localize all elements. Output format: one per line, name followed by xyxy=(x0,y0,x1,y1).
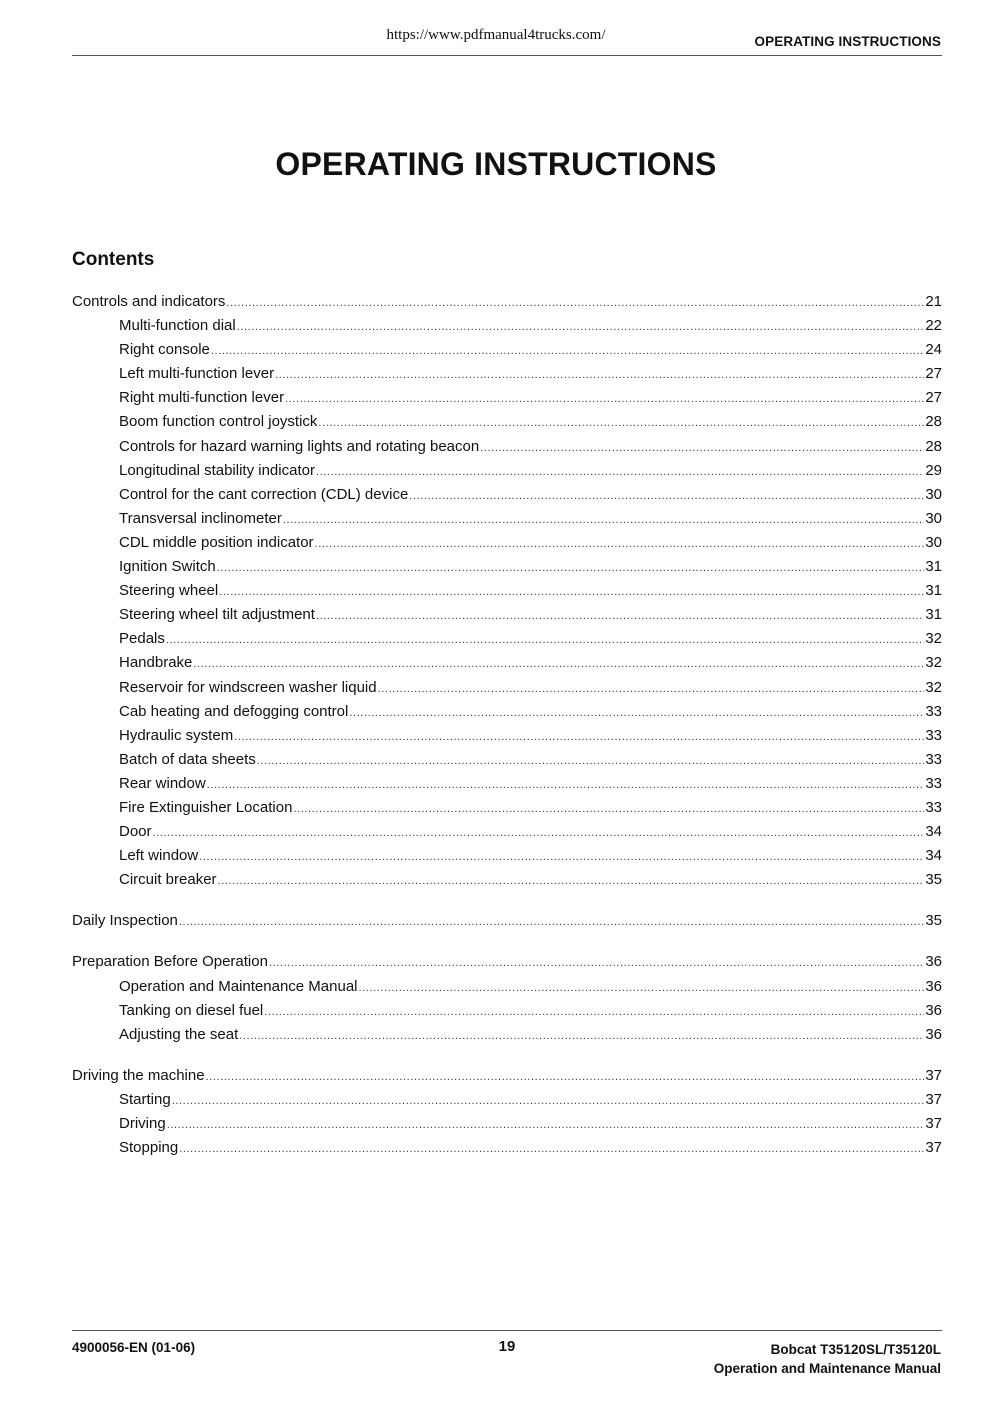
toc-subentry[interactable] xyxy=(72,1114,942,1138)
toc-page-number: 22 xyxy=(925,317,942,335)
contents-heading: Contents xyxy=(72,249,155,270)
dot-leader xyxy=(207,775,925,795)
dot-leader xyxy=(275,365,924,385)
dot-leader xyxy=(239,1026,924,1046)
toc-subentry[interactable] xyxy=(72,316,942,340)
toc-page-number: 27 xyxy=(925,365,942,383)
dot-leader xyxy=(206,1067,925,1087)
toc-page-number: 21 xyxy=(925,293,942,310)
table-of-contents xyxy=(72,292,942,1179)
dot-leader xyxy=(199,847,924,867)
header-url: https://www.pdfmanual4trucks.com/ xyxy=(386,27,606,43)
toc-entry-title: Left multi-function lever xyxy=(119,365,275,383)
toc-entry-title: Rear window xyxy=(119,774,206,792)
toc-subentry[interactable] xyxy=(72,485,942,509)
toc-page-number: 24 xyxy=(925,341,942,359)
toc-entry-title: Control for the cant correction (CDL) device xyxy=(119,485,409,503)
toc-entry-title: Hydraulic system xyxy=(119,726,234,744)
toc-page-number: 33 xyxy=(925,774,942,792)
toc-subentry[interactable] xyxy=(72,412,942,436)
toc-entry-title: Steering wheel xyxy=(119,582,219,600)
dot-leader xyxy=(193,654,924,674)
dot-leader xyxy=(359,978,925,998)
toc-subentry[interactable] xyxy=(72,822,942,846)
toc-page-number: 27 xyxy=(925,389,942,407)
toc-subentry[interactable] xyxy=(72,461,942,485)
dot-leader xyxy=(315,534,925,554)
toc-entry-title: Driving xyxy=(119,1115,166,1132)
dot-leader xyxy=(283,510,924,530)
toc-page-number: 37 xyxy=(925,1066,942,1084)
toc-entry-title: Circuit breaker xyxy=(119,871,217,889)
toc-page-number: 32 xyxy=(925,678,942,696)
toc-subentry[interactable] xyxy=(72,629,942,653)
toc-page-number: 36 xyxy=(925,977,942,995)
dot-leader xyxy=(219,582,924,602)
toc-page-number: 30 xyxy=(925,485,942,503)
toc-entry-title: Transversal inclinometer xyxy=(119,509,282,527)
toc-page-number: 35 xyxy=(925,871,942,889)
toc-entry[interactable] xyxy=(72,1066,942,1090)
toc-entry-title: Preparation Before Operation xyxy=(72,953,268,971)
toc-entry-title: Starting xyxy=(119,1090,171,1108)
toc-entry-title: Daily Inspection xyxy=(72,912,178,930)
toc-page-number: 36 xyxy=(925,1025,942,1043)
footer-page-number: 19 xyxy=(498,1338,516,1355)
toc-subentry[interactable] xyxy=(72,653,942,677)
toc-page-number: 33 xyxy=(925,750,942,768)
toc-entry-title: Longitudinal stability indicator xyxy=(119,461,315,479)
toc-page-number: 29 xyxy=(925,461,942,479)
toc-page-number: 37 xyxy=(925,1139,942,1157)
toc-entry-title: Reservoir for windscreen washer liquid xyxy=(119,678,377,696)
dot-leader xyxy=(234,727,924,747)
toc-page-number: 32 xyxy=(925,654,942,672)
toc-entry-title: Batch of data sheets xyxy=(119,750,256,768)
toc-subentry[interactable] xyxy=(72,605,942,629)
toc-subentry[interactable] xyxy=(72,750,942,774)
toc-entry-title: Door xyxy=(119,823,152,841)
toc-subentry[interactable] xyxy=(72,846,942,870)
dot-leader xyxy=(167,1115,925,1135)
footer-doc-code: 4900056-EN (01-06) xyxy=(72,1340,196,1355)
toc-entry-title: Ignition Switch xyxy=(119,558,216,576)
toc-section xyxy=(72,292,942,894)
toc-page-number: 31 xyxy=(925,558,942,576)
toc-entry-title: Right multi-function lever xyxy=(119,389,285,407)
toc-entry-title: Controls for hazard warning lights and rotating beacon xyxy=(119,437,480,455)
toc-entry-title: Steering wheel tilt adjustment xyxy=(119,606,315,624)
dot-leader xyxy=(179,1139,924,1159)
toc-page-number: 34 xyxy=(925,847,942,865)
toc-section xyxy=(72,911,942,935)
header-section-title: OPERATING INSTRUCTIONS xyxy=(754,34,941,49)
toc-subentry[interactable] xyxy=(72,509,942,533)
dot-leader xyxy=(269,953,924,973)
toc-subentry[interactable] xyxy=(72,678,942,702)
dot-leader xyxy=(378,679,925,699)
dot-leader xyxy=(257,751,925,771)
footer-rule xyxy=(72,1330,942,1331)
header-rule xyxy=(72,55,942,56)
toc-subentry[interactable] xyxy=(72,1001,942,1025)
toc-subentry[interactable] xyxy=(72,364,942,388)
toc-page-number: 33 xyxy=(925,798,942,816)
toc-subentry[interactable] xyxy=(72,388,942,412)
toc-entry-title: Handbrake xyxy=(119,654,193,672)
dot-leader xyxy=(316,606,924,626)
toc-page-number: 34 xyxy=(925,823,942,841)
dot-leader xyxy=(166,630,924,650)
dot-leader xyxy=(179,912,924,932)
toc-subentry[interactable] xyxy=(72,774,942,798)
footer-manual-title: Operation and Maintenance Manual xyxy=(713,1361,941,1376)
toc-entry-title: Fire Extinguisher Location xyxy=(119,798,293,816)
toc-page-number: 30 xyxy=(925,533,942,551)
dot-leader xyxy=(218,871,925,891)
toc-subentry[interactable] xyxy=(72,340,942,364)
toc-entry-title: Left window xyxy=(119,847,199,865)
toc-subentry[interactable] xyxy=(72,870,942,894)
page-title: OPERATING INSTRUCTIONS xyxy=(275,146,717,182)
toc-page-number: 28 xyxy=(925,413,942,431)
dot-leader xyxy=(226,293,924,313)
toc-subentry[interactable] xyxy=(72,726,942,750)
toc-page-number: 30 xyxy=(925,509,942,527)
toc-entry-title: Pedals xyxy=(119,630,165,648)
toc-page-number: 33 xyxy=(925,702,942,720)
toc-page-number: 37 xyxy=(925,1115,942,1132)
toc-subentry[interactable] xyxy=(72,798,942,822)
dot-leader xyxy=(211,341,924,361)
toc-entry-title: Right console xyxy=(119,341,210,359)
toc-subentry[interactable] xyxy=(72,437,942,461)
toc-page-number: 32 xyxy=(925,630,942,648)
toc-entry[interactable] xyxy=(72,952,942,976)
toc-entry-title: Operation and Maintenance Manual xyxy=(119,977,358,995)
dot-leader xyxy=(264,1002,924,1022)
toc-entry-title: Tanking on diesel fuel xyxy=(119,1001,264,1019)
toc-subentry[interactable] xyxy=(72,557,942,581)
toc-entry-title: Boom function control joystick xyxy=(119,413,318,431)
dot-leader xyxy=(318,413,924,433)
toc-entry-title: Adjusting the seat xyxy=(119,1025,239,1043)
toc-entry-title: Cab heating and defogging control xyxy=(119,702,349,720)
dot-leader xyxy=(153,823,925,843)
dot-leader xyxy=(293,799,924,819)
dot-leader xyxy=(349,703,924,723)
toc-section xyxy=(72,1066,942,1162)
dot-leader xyxy=(409,486,924,506)
toc-subentry[interactable] xyxy=(72,1090,942,1114)
toc-subentry[interactable] xyxy=(72,977,942,1001)
dot-leader xyxy=(217,558,925,578)
toc-page-number: 33 xyxy=(925,726,942,744)
toc-entry-title: Driving the machine xyxy=(72,1066,205,1084)
toc-subentry[interactable] xyxy=(72,1138,942,1162)
toc-subentry[interactable] xyxy=(72,581,942,605)
toc-section xyxy=(72,952,942,1048)
toc-subentry[interactable] xyxy=(72,702,942,726)
toc-entry-title: CDL middle position indicator xyxy=(119,533,314,551)
toc-page-number: 37 xyxy=(925,1090,942,1108)
toc-entry-title: Multi-function dial xyxy=(119,317,236,335)
toc-page-number: 31 xyxy=(925,606,942,624)
toc-page-number: 36 xyxy=(925,953,942,971)
toc-page-number: 36 xyxy=(925,1001,942,1019)
toc-page-number: 28 xyxy=(925,437,942,455)
toc-page-number: 35 xyxy=(925,912,942,930)
dot-leader xyxy=(480,438,924,458)
toc-entry-title: Stopping xyxy=(119,1139,179,1157)
dot-leader xyxy=(172,1091,925,1111)
toc-subentry[interactable] xyxy=(72,1025,942,1049)
footer-manual-info xyxy=(714,1340,941,1378)
toc-page-number: 31 xyxy=(925,582,942,600)
footer-model: Bobcat T35120SL/T35120L xyxy=(770,1342,941,1357)
dot-leader xyxy=(285,389,924,409)
toc-entry[interactable] xyxy=(72,911,942,935)
toc-subentry[interactable] xyxy=(72,533,942,557)
toc-entry[interactable] xyxy=(72,292,942,316)
dot-leader xyxy=(316,462,924,482)
dot-leader xyxy=(237,317,925,337)
toc-entry-title: Controls and indicators xyxy=(72,293,226,310)
